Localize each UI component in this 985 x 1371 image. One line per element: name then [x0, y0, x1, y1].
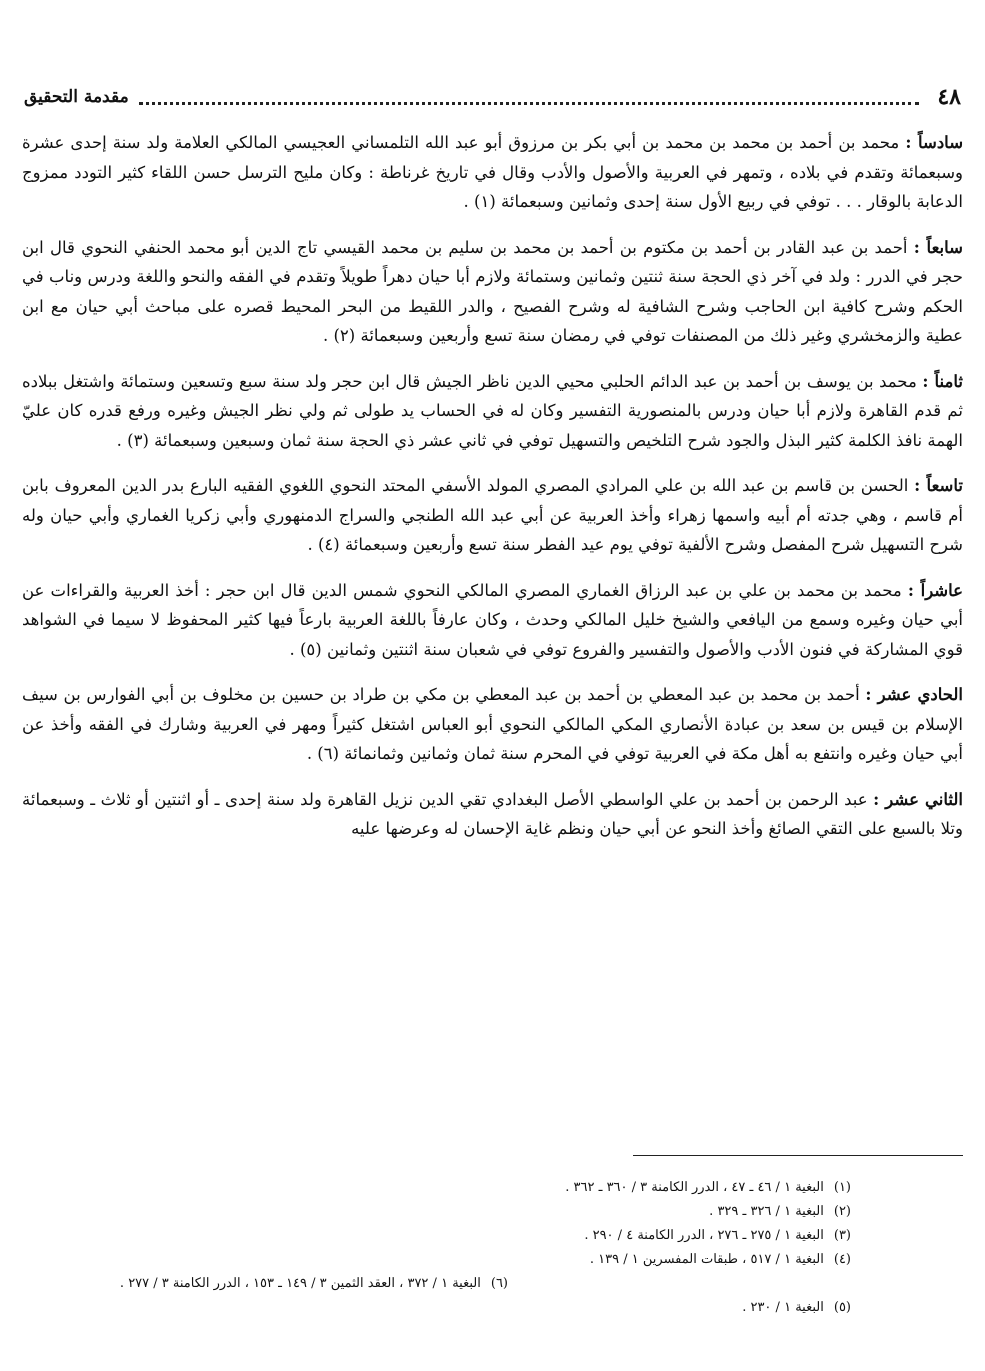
- page-header: [24, 82, 961, 112]
- footnote-text: البغية ١ / ٢٣٠ .: [742, 1300, 824, 1315]
- running-title: مقدمة التحقيق: [24, 87, 129, 107]
- footnote-number: (٦): [490, 1276, 508, 1291]
- paragraph-text: محمد بن أحمد بن محمد بن محمد بن أبي بكر بن مرزوق أبو عبد الله التلمساني العجيسي المالكي العلامة ولد سنة إحدى عشرة وسبعمائة وتقدم في بلاده ، وتمهر في العربية والأصول والأدب وقال في تاريخ غرناطة : وكان مليح الترسل حسن اللقاء كثير التودد ممزوج الدعابة بالوقار . . . توفي في ربيع الأول سنة إحدى وثمانين وسبعمائة (١) .: [22, 133, 963, 211]
- main-text: [22, 128, 963, 860]
- footnote-text: البغية ١ / ٣٢٦ ـ ٣٢٩ .: [709, 1204, 824, 1219]
- paragraph-text: محمد بن يوسف بن أحمد بن عبد الدائم الحلبي محيي الدين ناظر الجيش قال ابن حجر ولد سنة سبع وتسعين وستمائة واشتغل ببلاده ثم قدم القاهرة ولازم أبا حيان ودرس بالمنصورية التفسير وكان له في الحساب يد طولى ثم ولي نظر الجيش وغيره ورفع قدره كان عليّ الهمة نافذ الكلمة كثير البذل والجود شرح التلخيص والتسهيل توفي في ثاني عشر ذي الحجة سنة ثمان وسبعين وسبعمائة (٣) .: [22, 371, 963, 450]
- footnote-2: [709, 1200, 851, 1224]
- footnote-4: [590, 1248, 851, 1272]
- paragraph-text: الحسن بن قاسم بن عبد الله بن علي المرادي المصري المولد الأسفي المحتد النحوي اللغوي الفقيه البارع بدر الدين المعروف بابن أم قاسم ، وهي جدته أم أبيه واسمها زهراء وأخذ العربية عن أبي عبد الله الطنجي والسراج الدمنهوري وأبي زكريا الغماري وأبي حيان وله شرح التسهيل شرح المفصل وشرح الألفية توفي يوم عيد الفطر سنة تسع وأربعين وسبعمائة (٤) .: [22, 476, 963, 554]
- paragraph-7: [22, 233, 963, 351]
- footnote-divider: [633, 1155, 963, 1156]
- paragraph-6: [22, 128, 963, 217]
- paragraph-lead: الثاني عشر :: [873, 789, 963, 809]
- footnote-3: [584, 1224, 851, 1248]
- paragraph-lead: عاشراً :: [907, 580, 963, 600]
- paragraph-lead: ثامناً :: [922, 371, 963, 391]
- footnote-1: [565, 1176, 851, 1200]
- paragraph-9: [22, 471, 963, 560]
- footnote-number: (٤): [833, 1252, 851, 1267]
- paragraph-lead: سادساً :: [905, 133, 964, 152]
- paragraph-11: [22, 680, 963, 769]
- paragraph-text: أحمد بن محمد بن عبد المعطي بن أحمد بن عبد المعطي بن مكي بن طراد بن حسين بن مخلوف بن أبي الفوارس بن سيف الإسلام بن قيس بن سعد بن عبادة الأنصاري المكي المالكي النحوي أبو العباس اشتغل كثيراً ومهر في العربية وشارك في الفقه وأخذ عن أبي حيان وغيره وانتفع به أهل مكة في العربية توفي في المحرم سنة ثمان وثمانين وثمانمائة (٦) .: [22, 685, 963, 763]
- footnote-text: البغية ١ / ٤٦ ـ ٤٧ ، الدرر الكامنة ٣ / ٣٦٠ ـ ٣٦٢ .: [565, 1180, 824, 1195]
- footnote-6: [120, 1272, 508, 1296]
- paragraph-lead: تاسعاً :: [914, 476, 963, 495]
- footnote-number: (٢): [833, 1204, 851, 1219]
- footnote-text: البغية ١ / ٥١٧ ، طبقات المفسرين ١ / ١٣٩ .: [589, 1252, 824, 1267]
- paragraph-text: أحمد بن عبد القادر بن أحمد بن مكتوم بن أحمد بن محمد بن سليم بن محمد القيسي تاج الدين أبو محمد الحنفي النحوي قال ابن حجر في الدرر : ولد في آخر ذي الحجة سنة ثنتين وثمانين وستمائة ولازم أبا حيان دهراً طويلاً وتقدم في الفقه والنحو واللغة ودرس وناب في الحكم وشرح كافية ابن الحاجب وشرح الشافية له وشرح الفصيح ، والدر اللقيط من البحر المحيط قصره على مباحث أبي حيان مع ابن عطية والزمخشري وغير ذلك من المصنفات توفي في رمضان سنة تسع وأربعين وسبعمائة (٢) .: [22, 237, 963, 345]
- paragraph-lead: الحادي عشر :: [865, 685, 963, 704]
- paragraph-lead: سابعاً :: [913, 237, 963, 257]
- footnote-text: البغية ١ / ٢٧٥ ـ ٢٧٦ ، الدرر الكامنة ٤ / ٢٩٠ .: [584, 1228, 824, 1243]
- page-number: ٤٨: [937, 84, 961, 110]
- header-dotted-leader: [139, 102, 920, 105]
- footnote-text: البغية ١ / ٣٧٢ ، العقد الثمين ٣ / ١٤٩ ـ ١٥٣ ، الدرر الكامنة ٣ / ٢٧٧ .: [119, 1276, 481, 1291]
- footnote-number: (٥): [833, 1300, 851, 1315]
- paragraph-text: محمد بن محمد بن علي بن عبد الرزاق الغماري المصري المالكي النحوي شمس الدين قال ابن حجر : أخذ العربية والقراءات عن أبي حيان وغيره وسمع من اليافعي والشيخ خليل المالكي وحدث ، وكان عارفاً باللغة العربية بارعاً فيها كثير المحفوظ لا سيما في الشواهد قوي المشاركة في فنون الأدب والأصول والتفسير والفروع توفي في شعبان سنة اثنتين وثمانين (٥) .: [22, 580, 963, 659]
- footnote-number: (١): [833, 1180, 851, 1195]
- footnote-number: (٣): [833, 1228, 851, 1243]
- paragraph-text: عبد الرحمن بن أحمد بن علي الواسطي الأصل البغدادي تقي الدين نزيل القاهرة ولد سنة إحدى ـ أو اثنتين أو ثلاث ـ وسبعمائة وتلا بالسبع على التقي الصائغ وأخذ النحو عن أبي حيان ونظم غاية الإحسان له وعرضها عليه: [22, 789, 963, 838]
- paragraph-8: [22, 367, 963, 456]
- paragraph-10: [22, 576, 963, 665]
- paragraph-12: [22, 785, 963, 844]
- footnotes: [22, 1176, 963, 1326]
- footnote-5: [742, 1296, 851, 1320]
